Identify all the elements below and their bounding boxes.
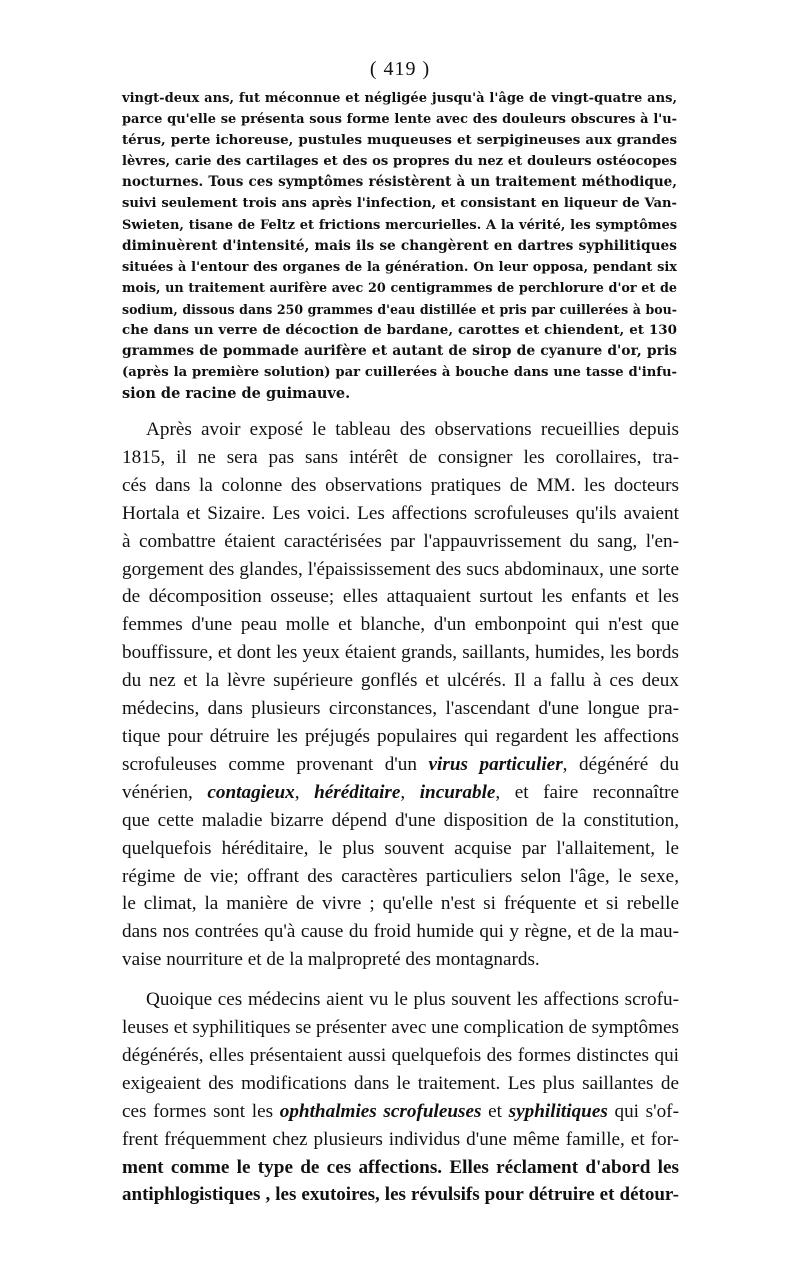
paragraph-corollaires xyxy=(122,416,679,974)
text-line: situées à l'entour des organes de la génération. On leur opposa, pendant six xyxy=(122,259,677,275)
page-number: ( 419 ) xyxy=(369,58,431,80)
text-line: vingt-deux ans, fut méconnue et négligée jusqu'à l'âge de vingt-quatre ans, xyxy=(122,91,677,106)
text-line: médecins, dans plusieurs circonstances, l'ascendant d'une longue pra- xyxy=(122,698,679,720)
text-line: dans nos contrées qu'à cause du froid humide qui y règne, et de la mau- xyxy=(122,921,679,943)
text-line: suivi seulement trois ans après l'infection, et consistant en liqueur de Van- xyxy=(122,196,677,212)
text-line: 1815, il ne sera pas sans intérêt de consigner les corollaires, tra- xyxy=(122,446,679,468)
text-fragment: et xyxy=(481,1100,509,1122)
paragraph-spacer xyxy=(122,974,679,986)
text-line: Quoique ces médecins aient vu le plus souvent les affections scrofu- xyxy=(146,989,679,1011)
text-line: à combattre étaient caractérisées par l'appauvrissement du sang, l'en- xyxy=(122,530,679,552)
text-line: que cette maladie bizarre dépend d'une disposition de la constitution, xyxy=(122,809,679,831)
emphasis-text: virus particulier xyxy=(428,753,563,775)
text-line: cés dans la colonne des observations pratiques de MM. les docteurs xyxy=(122,474,679,496)
text-line: sodium, dissous dans 250 grammes d'eau distillée et pris par cuillerées à bou- xyxy=(122,301,677,317)
text-fragment: , et faire reconnaître xyxy=(495,781,679,803)
text-line: nocturnes. Tous ces symptômes résistèrent à un traitement méthodique, xyxy=(122,174,677,191)
text-line: le climat, la manière de vivre ; qu'elle n'est si fréquente et si rebelle xyxy=(122,893,679,915)
text-line: gorgement des glandes, l'épaississement des sucs abdominaux, une sorte xyxy=(122,558,679,580)
text-line: diminuèrent d'intensité, mais ils se changèrent en dartres syphilitiques xyxy=(122,237,677,254)
text-line xyxy=(122,1098,679,1126)
text-fragment: , xyxy=(294,781,315,803)
text-line: lèvres, carie des cartilages et des os propres du nez et douleurs ostéocopes xyxy=(122,154,677,170)
text-line: che dans un verre de décoction de bardane, carottes et chiendent, et 130 xyxy=(122,322,677,339)
text-line: mois, un traitement aurifère avec 20 centigrammes de perchlorure d'or et de xyxy=(122,280,677,296)
text-fragment: scrofuleuses comme provenant d'un xyxy=(122,753,429,775)
text-fragment: , dégénéré du xyxy=(562,753,679,775)
text-line: régime de vie; offrant des caractères particuliers selon l'âge, le sexe, xyxy=(122,865,679,887)
text-line: parce qu'elle se présenta sous forme lente avec des douleurs obscures à l'u- xyxy=(122,112,677,128)
text-line: Swieten, tisane de Feltz et frictions mercurielles. A la vérité, les symptômes xyxy=(122,217,677,233)
main-text xyxy=(122,416,679,1209)
text-line: du nez et la lèvre supérieure gonflés et ulcérés. Il a fallu à ces deux xyxy=(122,670,679,692)
text-line: vaise nourriture et de la malpropreté des montagnards. xyxy=(122,949,540,971)
emphasis-text: incurable xyxy=(419,781,496,803)
paragraph-formes xyxy=(122,986,679,1209)
text-line: bouffissure, et dont les yeux étaient grands, saillants, humides, les bords xyxy=(122,642,679,664)
emphasis-text: héréditaire xyxy=(314,781,401,803)
text-fragment: , xyxy=(400,781,420,803)
text-line: leuses et syphilitiques se présenter avec une complication de symptômes xyxy=(122,1017,679,1039)
emphasis-text: syphilitiques xyxy=(508,1100,608,1122)
text-line: tique pour détruire les préjugés populaires qui regardent les affections xyxy=(122,725,679,747)
text-line: sion de racine de guimauve. xyxy=(122,385,351,403)
text-line: de décomposition osseuse; elles attaquaient surtout les enfants et les xyxy=(122,586,679,608)
text-fragment: ces formes sont les xyxy=(122,1100,280,1122)
text-line: exigeaient des modifications dans le traitement. Les plus saillantes de xyxy=(122,1072,679,1094)
text-line: frent fréquemment chez plusieurs individus d'une même famille, et for- xyxy=(122,1128,679,1150)
text-line: femmes d'une peau molle et blanche, d'un embonpoint qui n'est que xyxy=(122,614,679,636)
text-line: quelquefois héréditaire, le plus souvent acquise par l'allaitement, le xyxy=(122,837,679,859)
text-line: antiphlogistiques , les exutoires, les révulsifs pour détruire et détour- xyxy=(122,1184,679,1206)
text-line xyxy=(122,779,679,807)
observation-note xyxy=(122,88,677,404)
text-line: Après avoir exposé le tableau des observations recueillies depuis xyxy=(146,419,679,440)
text-line: (après la première solution) par cuillerées à bouche dans une tasse d'infu- xyxy=(122,365,677,381)
text-line: grammes de pommade aurifère et autant de sirop de cyanure d'or, pris xyxy=(122,343,677,360)
text-line: térus, perte ichoreuse, pustules muqueuses et serpigineuses aux grandes xyxy=(122,132,677,149)
text-line xyxy=(122,751,679,779)
emphasis-text: ophthalmies scrofuleuses xyxy=(279,1100,482,1122)
text-line: Hortala et Sizaire. Les voici. Les affections scrofuleuses qu'ils avaient xyxy=(122,502,679,524)
text-fragment: qui s'of- xyxy=(607,1100,679,1122)
emphasis-text: contagieux xyxy=(207,781,295,803)
text-line: dégénérés, elles présentaient aussi quelquefois des formes distinctes qui xyxy=(122,1044,679,1066)
text-line: ment comme le type de ces affections. Elles réclament d'abord les xyxy=(122,1156,679,1178)
text-fragment: vénérien, xyxy=(122,781,208,803)
